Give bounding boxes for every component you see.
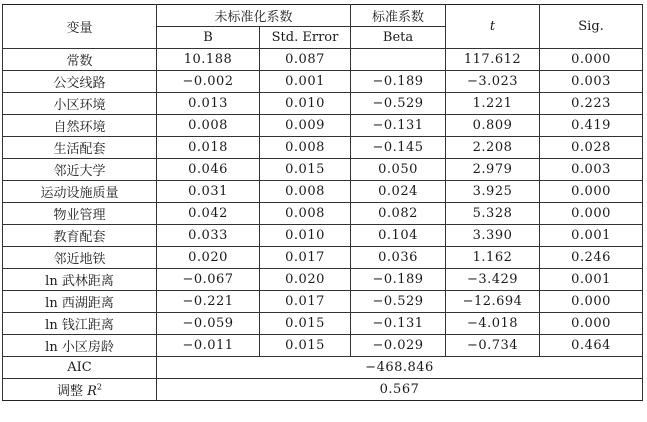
header-b: B (157, 27, 260, 49)
coef-b: −0.011 (157, 335, 260, 357)
header-beta: Beta (351, 27, 446, 49)
variable-name: 小区环境 (3, 93, 157, 115)
coef-std-error: 0.009 (260, 115, 351, 137)
t-value: 3.925 (446, 181, 540, 203)
variable-name: ln 小区房龄 (3, 335, 157, 357)
header-unstandardized: 未标准化系数 (157, 5, 351, 27)
coef-beta: −0.189 (351, 269, 446, 291)
aic-label: AIC (3, 357, 157, 379)
sig-value: 0.000 (540, 49, 643, 71)
coef-std-error: 0.017 (260, 247, 351, 269)
coef-b: −0.002 (157, 71, 260, 93)
regression-results-table (2, 4, 643, 401)
sig-value: 0.003 (540, 71, 643, 93)
r2-label-prefix: 调整 (56, 384, 88, 399)
sig-value: 0.000 (540, 291, 643, 313)
coef-beta (351, 49, 446, 71)
table-row (3, 203, 643, 225)
aic-row (3, 357, 643, 379)
t-value: 3.390 (446, 225, 540, 247)
variable-name: 常数 (3, 49, 157, 71)
table-row (3, 225, 643, 247)
variable-name: 物业管理 (3, 203, 157, 225)
coef-b: 0.013 (157, 93, 260, 115)
t-value: 0.809 (446, 115, 540, 137)
variable-name: 自然环境 (3, 115, 157, 137)
variable-name: ln 西湖距离 (3, 291, 157, 313)
coef-beta: 0.104 (351, 225, 446, 247)
t-value: 1.221 (446, 93, 540, 115)
coef-b: 0.033 (157, 225, 260, 247)
table-row (3, 291, 643, 313)
r2-value: 0.567 (157, 379, 643, 401)
t-value: 2.208 (446, 137, 540, 159)
coef-b: 0.031 (157, 181, 260, 203)
coef-std-error: 0.017 (260, 291, 351, 313)
sig-value: 0.028 (540, 137, 643, 159)
table-row (3, 93, 643, 115)
regression-table-container (2, 4, 643, 401)
sig-value: 0.001 (540, 225, 643, 247)
aic-value: −468.846 (157, 357, 643, 379)
coef-std-error: 0.010 (260, 225, 351, 247)
header-t: t (446, 5, 540, 49)
coef-b: 0.008 (157, 115, 260, 137)
header-std-error: Std. Error (260, 27, 351, 49)
table-row (3, 137, 643, 159)
r2-label-sup: 2 (96, 382, 103, 392)
variable-name: 生活配套 (3, 137, 157, 159)
table-row (3, 247, 643, 269)
r2-label (3, 379, 157, 401)
coef-std-error: 0.008 (260, 181, 351, 203)
table-row (3, 313, 643, 335)
coef-std-error: 0.008 (260, 203, 351, 225)
t-value: −12.694 (446, 291, 540, 313)
coef-beta: −0.131 (351, 313, 446, 335)
table-row (3, 159, 643, 181)
table-row (3, 49, 643, 71)
sig-value: 0.464 (540, 335, 643, 357)
variable-name: 邻近地铁 (3, 247, 157, 269)
table-footer (3, 357, 643, 401)
coef-beta: −0.131 (351, 115, 446, 137)
t-value: −0.734 (446, 335, 540, 357)
header-standardized: 标准系数 (351, 5, 446, 27)
r2-label-var: R (87, 384, 97, 399)
sig-value: 0.000 (540, 181, 643, 203)
t-value: 117.612 (446, 49, 540, 71)
coef-std-error: 0.010 (260, 93, 351, 115)
sig-value: 0.419 (540, 115, 643, 137)
coef-b: 0.046 (157, 159, 260, 181)
table-row (3, 181, 643, 203)
header-sig: Sig. (540, 5, 643, 49)
t-value: 5.328 (446, 203, 540, 225)
coef-std-error: 0.087 (260, 49, 351, 71)
coef-beta: −0.029 (351, 335, 446, 357)
coef-b: 0.018 (157, 137, 260, 159)
coef-beta: −0.145 (351, 137, 446, 159)
sig-value: 0.223 (540, 93, 643, 115)
t-value: −3.429 (446, 269, 540, 291)
coef-std-error: 0.015 (260, 159, 351, 181)
table-body (3, 49, 643, 357)
variable-name: 公交线路 (3, 71, 157, 93)
t-value: 2.979 (446, 159, 540, 181)
variable-name: 教育配套 (3, 225, 157, 247)
sig-value: 0.000 (540, 313, 643, 335)
coef-beta: 0.024 (351, 181, 446, 203)
table-row (3, 335, 643, 357)
coef-beta: 0.082 (351, 203, 446, 225)
coef-b: −0.067 (157, 269, 260, 291)
variable-name: 邻近大学 (3, 159, 157, 181)
header-row-group (3, 5, 643, 27)
coef-std-error: 0.015 (260, 313, 351, 335)
variable-name: ln 钱江距离 (3, 313, 157, 335)
coef-std-error: 0.001 (260, 71, 351, 93)
sig-value: 0.246 (540, 247, 643, 269)
variable-name: ln 武林距离 (3, 269, 157, 291)
coef-beta: −0.189 (351, 71, 446, 93)
t-value: −4.018 (446, 313, 540, 335)
header-variable: 变量 (3, 5, 157, 49)
coef-std-error: 0.020 (260, 269, 351, 291)
coef-beta: −0.529 (351, 93, 446, 115)
t-value: 1.162 (446, 247, 540, 269)
r2-row (3, 379, 643, 401)
table-row (3, 71, 643, 93)
t-value: −3.023 (446, 71, 540, 93)
coef-b: −0.221 (157, 291, 260, 313)
coef-b: −0.059 (157, 313, 260, 335)
variable-name: 运动设施质量 (3, 181, 157, 203)
coef-beta: −0.529 (351, 291, 446, 313)
table-row (3, 269, 643, 291)
coef-beta: 0.036 (351, 247, 446, 269)
sig-value: 0.000 (540, 203, 643, 225)
table-row (3, 115, 643, 137)
coef-b: 10.188 (157, 49, 260, 71)
coef-b: 0.042 (157, 203, 260, 225)
sig-value: 0.003 (540, 159, 643, 181)
coef-std-error: 0.008 (260, 137, 351, 159)
coef-beta: 0.050 (351, 159, 446, 181)
coef-b: 0.020 (157, 247, 260, 269)
sig-value: 0.001 (540, 269, 643, 291)
coef-std-error: 0.015 (260, 335, 351, 357)
